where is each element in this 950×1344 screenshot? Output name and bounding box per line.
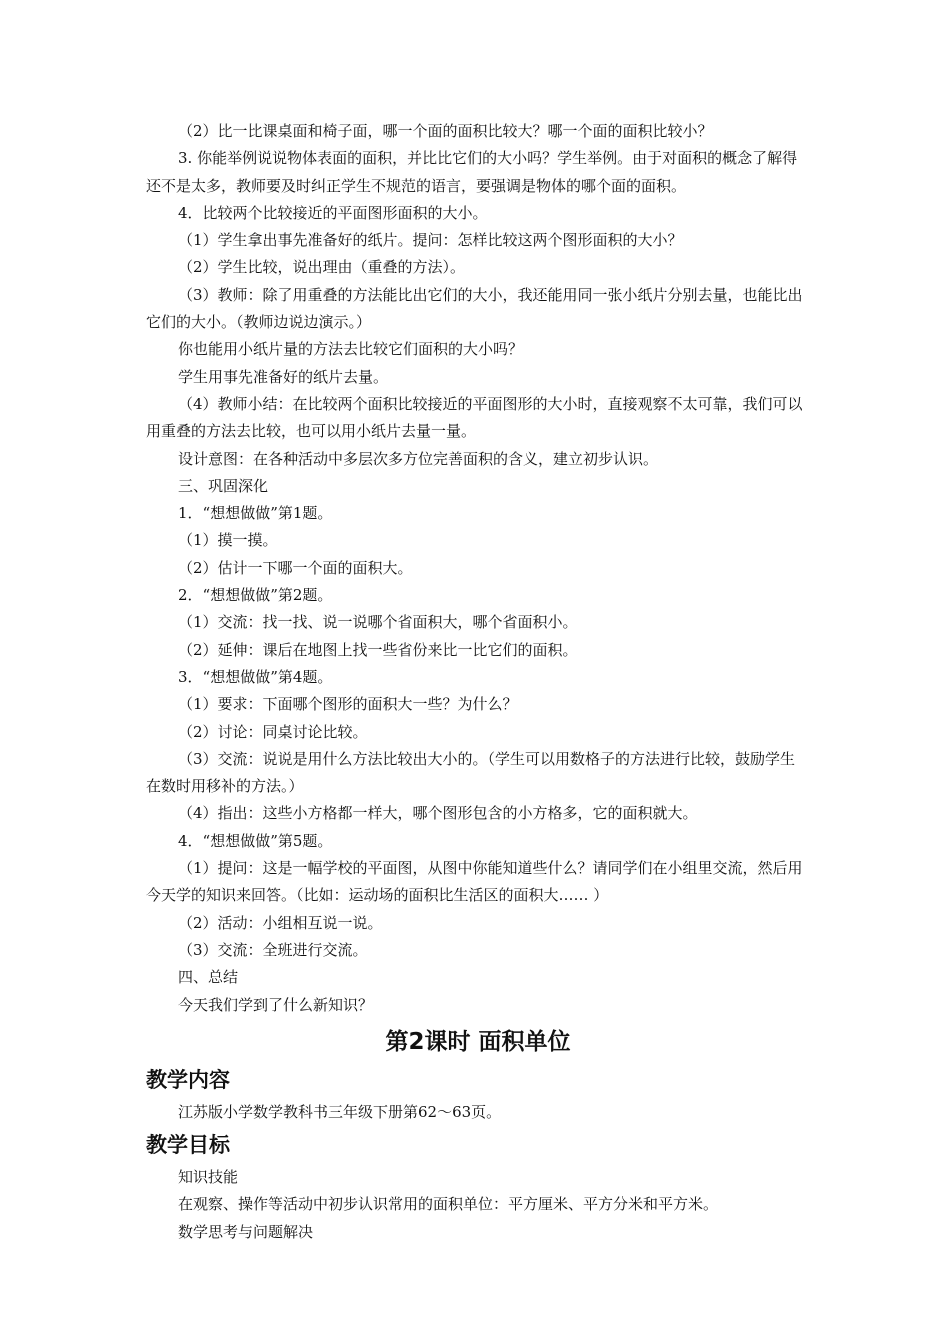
paragraph: 2．“想想做做”第2题。: [178, 586, 333, 605]
paragraph: （3）交流：说说是用什么方法比较出大小的。（学生可以用数格子的方法进行比较，鼓励学生在数时用移补的方法。）: [146, 749, 796, 796]
goals-subheading-thinking: 数学思考与问题解决: [178, 1222, 314, 1241]
paragraph: 你也能用小纸片量的方法去比较它们面积的大小吗？: [178, 340, 524, 359]
paragraph: （2）估计一下哪一个面的面积大。: [178, 558, 413, 577]
paragraph: （2）活动：小组相互说一说。: [178, 913, 383, 932]
paragraph: 学生用事先准备好的纸片去量。: [178, 367, 389, 386]
goals-subheading-skills: 知识技能: [178, 1168, 239, 1187]
paragraph: （2）延伸：课后在地图上找一些省份来比一比它们的面积。: [178, 640, 578, 659]
paragraph: 1．“想想做做”第1题。: [178, 504, 333, 523]
paragraph: 3. 你能举例说说物体表面的面积，并比比它们的大小吗？学生举例。由于对面积的概念了解得还不是太多，教师要及时纠正学生不规范的语言，要强调是物体的哪个面的面积。: [146, 149, 798, 195]
content-text: 江苏版小学数学教科书三年级下册第62～63页。: [178, 1102, 502, 1121]
content-heading: 教学内容: [146, 1067, 230, 1092]
paragraph: 今天我们学到了什么新知识？: [178, 995, 374, 1014]
paragraph: （1）学生拿出事先准备好的纸片。提问：怎样比较这两个图形面积的大小？: [178, 231, 683, 250]
paragraph: （3）教师：除了用重叠的方法能比出它们的大小，我还能用同一张小纸片分别去量，也能比出它们的大小。（教师边说边演示。）: [146, 285, 803, 332]
paragraph: （4）指出：这些小方格都一样大，哪个图形包含的小方格多，它的面积就大。: [178, 804, 698, 823]
document-page: [146, 118, 810, 1246]
paragraph: （2）讨论：同桌讨论比较。: [178, 722, 368, 741]
lesson-title: 第2课时 面积单位: [385, 1028, 571, 1055]
paragraph: （1）交流：找一找、说一说哪个省面积大，哪个省面积小。: [178, 613, 578, 632]
paragraph: （2）比一比课桌面和椅子面，哪一个面的面积比较大？哪一个面的面积比较小？: [178, 122, 713, 140]
paragraph: 4．比较两个比较接近的平面图形面积的大小。: [178, 203, 488, 222]
paragraph: （3）交流：全班进行交流。: [178, 940, 368, 959]
paragraph: （1）要求：下面哪个图形的面积大一些？为什么？: [178, 695, 518, 714]
goals-heading: 教学目标: [146, 1133, 230, 1158]
paragraph: （1）摸一摸。: [178, 531, 278, 550]
section-heading: 四、总结: [178, 968, 239, 987]
section-heading: 三、巩固深化: [178, 476, 269, 495]
paragraph: （4）教师小结：在比较两个面积比较接近的平面图形的大小时，直接观察不太可靠，我们可以用重叠的方法去比较，也可以用小纸片去量一量。: [146, 394, 803, 441]
paragraph: （2）学生比较，说出理由（重叠的方法）。: [178, 258, 466, 277]
lesson-body: [146, 118, 810, 1019]
paragraph: （1）提问：这是一幅学校的平面图，从图中你能知道些什么？请同学们在小组里交流，然后用今天学的知识来回答。（比如：运动场的面积比生活区的面积大…… ）: [146, 859, 803, 905]
paragraph: 4．“想想做做”第5题。: [178, 831, 333, 850]
goals-skills-text: 在观察、操作等活动中初步认识常用的面积单位：平方厘米、平方分米和平方米。: [178, 1195, 719, 1214]
paragraph: 设计意图：在各种活动中多层次多方位完善面积的含义，建立初步认识。: [178, 449, 659, 468]
paragraph: 3．“想想做做”第4题。: [178, 667, 333, 686]
